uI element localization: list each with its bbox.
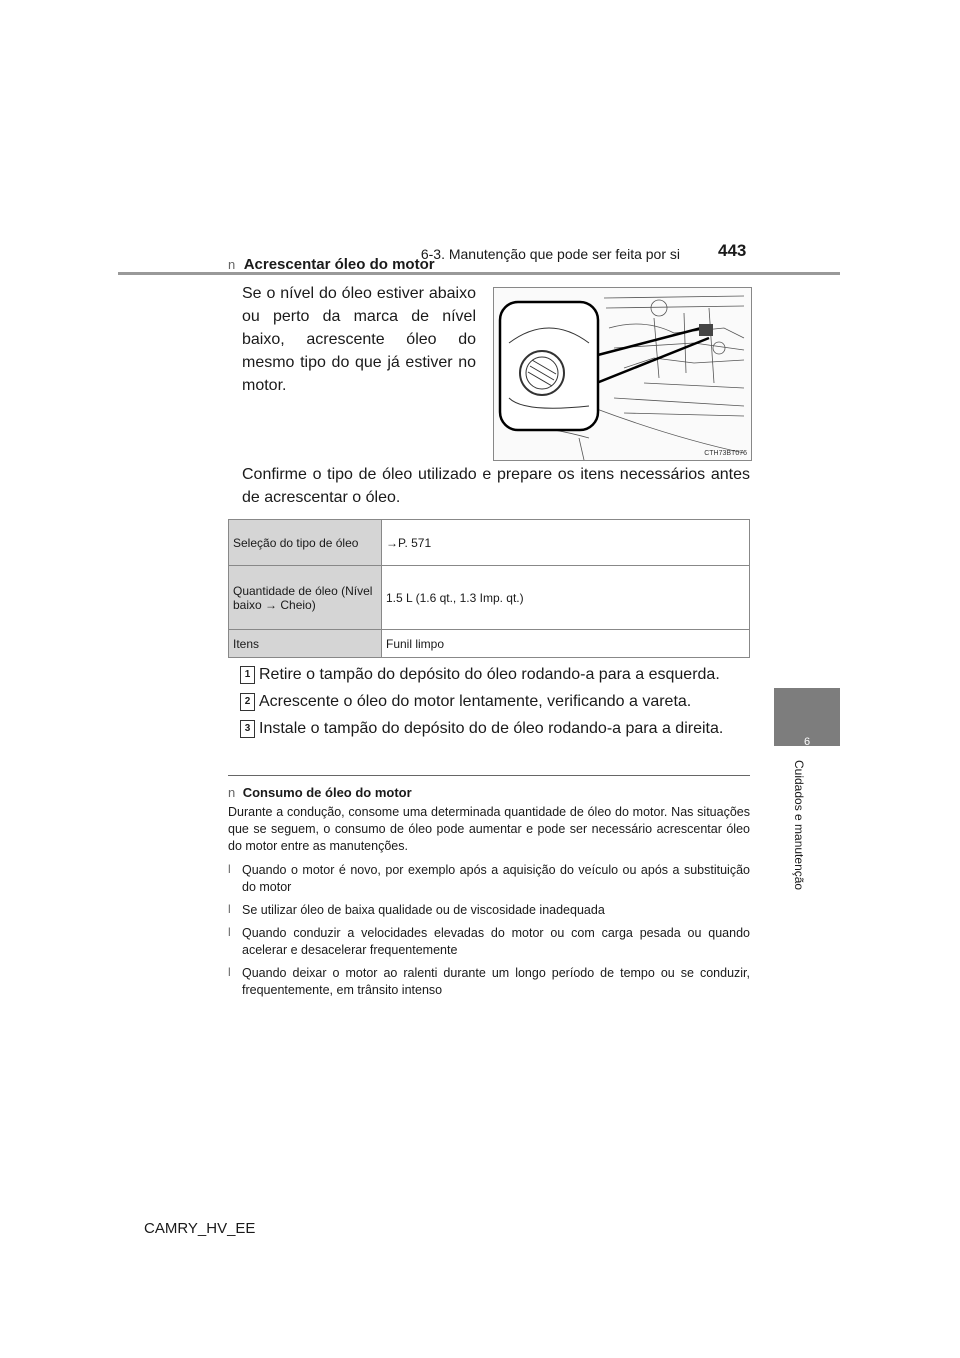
- chapter-number: 6: [803, 736, 811, 748]
- section-marker-icon: n: [228, 785, 236, 800]
- table-cell: 1.5 L (1.6 qt., 1.3 Imp. qt.): [382, 566, 750, 630]
- section-title-row: [228, 256, 435, 274]
- table-header-cell: Itens: [229, 630, 382, 658]
- step-text: Instale o tampão do depósito do de óleo rodando-a para a direita.: [259, 720, 724, 737]
- section-title: Consumo de óleo do motor: [242, 785, 412, 800]
- bullet-icon: l: [228, 965, 231, 979]
- chapter-label: Cuidados e manutenção: [792, 760, 806, 891]
- section-divider: [228, 775, 750, 776]
- bullet-icon: l: [228, 925, 231, 939]
- table-cell: Funil limpo: [382, 630, 750, 658]
- step-text: Acrescente o óleo do motor lentamente, verificando a vareta.: [259, 693, 692, 710]
- step-number-badge: 3: [240, 720, 255, 738]
- table-row: [229, 566, 750, 630]
- bullet-icon: l: [228, 902, 231, 916]
- list-item: [228, 862, 750, 896]
- section-marker-icon: n: [228, 257, 236, 272]
- list-item: [228, 965, 750, 999]
- bullet-list: [228, 862, 750, 999]
- bullet-icon: l: [228, 862, 231, 876]
- table-row: [229, 520, 750, 566]
- intro-paragraph: Se o nível do óleo estiver abaixo ou perto da marca de nível baixo, acrescente óleo do mesmo tipo do que já estiver no motor.: [242, 285, 476, 394]
- engine-oil-cap-figure: [493, 287, 752, 461]
- consumption-paragraph: Durante a condução, consome uma determinada quantidade de óleo do motor. Nas situações que se seguem, o consumo de óleo pode aumentar e pode ser necessário acrescentar óleo do motor entre as manutenções.: [228, 805, 750, 853]
- section-title: Acrescentar óleo do motor: [243, 256, 435, 273]
- list-item-text: Se utilizar óleo de baixa qualidade ou de viscosidade inadequada: [242, 903, 605, 917]
- list-item-text: Quando deixar o motor ao ralenti durante um longo período de tempo ou se conduzir, frequentemente, em trânsito intenso: [242, 966, 750, 997]
- document-code: CAMRY_HV_EE: [144, 1220, 256, 1237]
- engine-illustration: [494, 288, 751, 460]
- page-number: 443: [718, 241, 747, 260]
- section-header: 6-3. Manutenção que pode ser feita por si: [420, 246, 680, 262]
- list-item-text: Quando conduzir a velocidades elevadas do motor ou com carga pesada ou quando acelerar e desacelerar frequentemente: [242, 926, 750, 957]
- table-cell: →P. 571: [382, 520, 750, 566]
- list-item-text: Quando o motor é novo, por exemplo após a aquisição do veículo ou após a substituição do motor: [242, 863, 750, 894]
- step-number-badge: 1: [240, 666, 255, 684]
- figure-code: CTH73BT076: [704, 450, 747, 457]
- step-text: Retire o tampão do depósito do óleo rodando-a para a esquerda.: [259, 666, 720, 683]
- list-item: [228, 925, 750, 959]
- confirm-paragraph: Confirme o tipo de óleo utilizado e prepare os itens necessários antes de acrescentar o óleo.: [242, 466, 750, 506]
- header-divider: [118, 272, 840, 275]
- table-row: [229, 630, 750, 658]
- table-header-cell: Seleção do tipo de óleo: [229, 520, 382, 566]
- table-header-cell: Quantidade de óleo (Nível baixo → Cheio): [229, 566, 382, 630]
- section-title-row: [228, 784, 412, 802]
- oil-spec-table: [228, 519, 750, 658]
- step-number-badge: 2: [240, 693, 255, 711]
- list-item: [228, 902, 750, 919]
